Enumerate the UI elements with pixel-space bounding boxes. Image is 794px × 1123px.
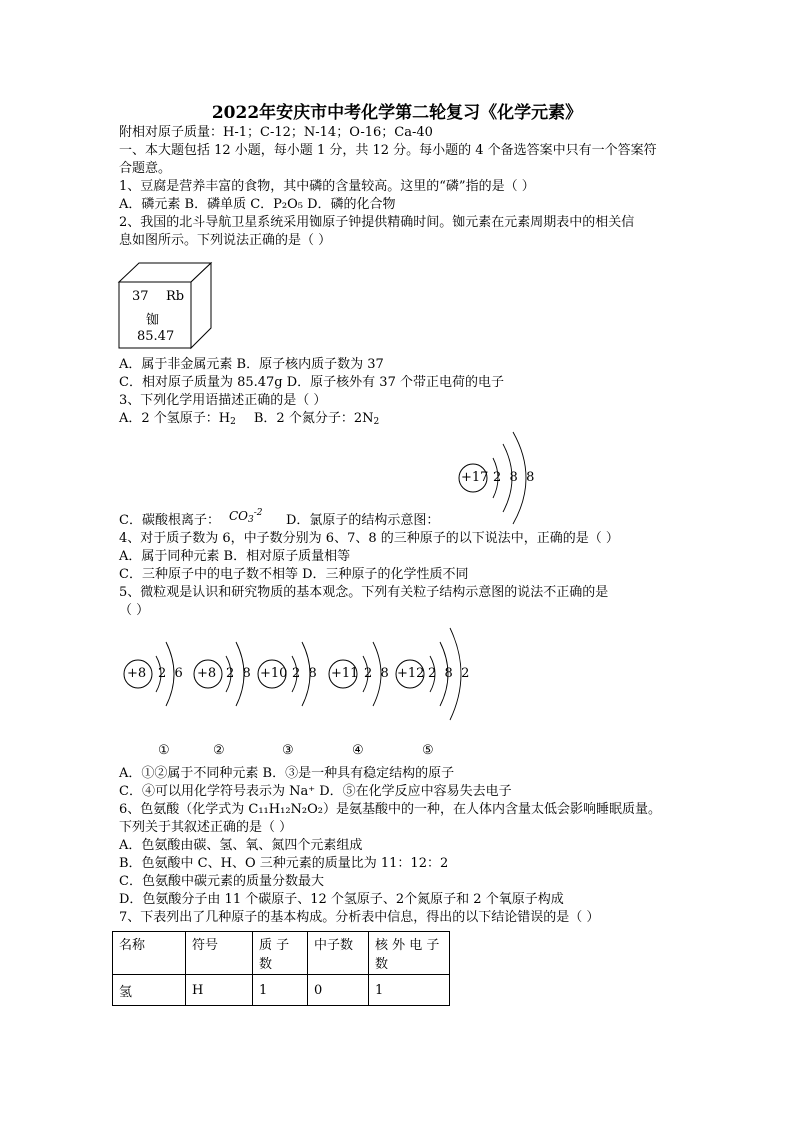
q2-stem: 2、我国的北斗导航卫星系统采用铷原子钟提供精确时间。铷元素在元素周期表中的相关信 [119,215,635,230]
table-header-cell: 质 子数 [253,932,308,975]
page-title: 2022年安庆市中考化学第二轮复习《化学元素》 [211,103,583,123]
rb-atomic-number: 37 [132,289,149,304]
atom-5-label: ⑤ [422,743,434,758]
q2-stem-cont: 息如图所示。下列说法正确的是（ ） [119,233,332,248]
q6-stem-cont: 下列关于其叙述正确的是（ ） [119,820,293,835]
table-header-cell: 核 外 电 子数 [369,932,450,975]
atom-composition-table [112,931,450,1006]
q4-stem: 4、对于质子数为 6，中子数分别为 6、7、8 的三种原子的以下说法中，正确的是（ ） [119,531,619,546]
table-header-cell: 中子数 [308,932,369,975]
atom-5-nucleus: +12 [397,666,425,681]
q2-options-cd: C．相对原子质量为 85.47g D．原子核外有 37 个带正电荷的电子 [119,375,504,390]
carbonate-formula: $CO_3^{-2}$ [229,508,263,525]
q5-options-ab: A．①②属于不同种元素 B．③是一种具有稳定结构的原子 [119,766,455,781]
atom-2-shells: 2 8 [226,666,251,681]
cl-shells: 2 8 8 [493,470,535,485]
header-note: 附相对原子质量：H-1；C-12；N-14；O-16；Ca-40 [119,125,433,140]
table-header-cell: 名称 [113,932,186,975]
atom-3-label: ③ [282,743,294,758]
q1-options: A．磷元素 B．磷单质 C．P₂O₅ D．磷的化合物 [119,197,396,212]
atom-4-shells: 2 8 [364,666,389,681]
table-cell: 1 [253,975,308,1006]
q2-options-ab: A．属于非金属元素 B．原子核内质子数为 37 [119,357,384,372]
atom-3-nucleus: +10 [260,666,288,681]
atom-3-shells: 2 8 [292,666,317,681]
q3-option-d: D．氯原子的结构示意图： [286,513,440,528]
table-cell: 1 [369,975,450,1006]
atom-4-label: ④ [352,743,364,758]
q6-option-c: C．色氨酸中碳元素的质量分数最大 [119,874,324,889]
q5-stem-cont: （ ） [119,603,150,618]
section-intro: 一、本大题包括 12 小题，每小题 1 分，共 12 分。每小题的 4 个备选答案中只有一个答案符 [119,143,657,158]
q4-options-ab: A．属于同种元素 B．相对原子质量相等 [119,549,351,564]
table-cell: H [186,975,253,1006]
q1-stem: 1、豆腐是营养丰富的食物，其中磷的含量较高。这里的“磷”指的是（ ） [119,179,535,194]
q3-option-c: C．碳酸根离子： [119,513,220,528]
q6-option-d: D．色氨酸分子由 11 个碳原子、12 个氢原子、2个氮原子和 2 个氧原子构成 [119,892,564,907]
atom-2-label: ② [213,743,225,758]
q6-option-a: A．色氨酸由碳、氢、氧、氮四个元素组成 [119,838,363,853]
q3-opt-a: A．2 个氢原子：H [119,411,231,426]
atom-5-shells: 2 8 2 [428,666,470,681]
q7-stem: 7、下表列出了几种原子的基本构成。分析表中信息，得出的以下结论错误的是（ ） [119,910,600,925]
q4-options-cd: C．三种原子中的电子数不相等 D．三种原子的化学性质不同 [119,567,469,582]
rb-symbol: Rb [166,289,185,304]
q5-options-cd: C．④可以用化学符号表示为 Na⁺ D．⑤在化学反应中容易失去电子 [119,784,512,799]
atom-2-nucleus: +8 [197,666,217,681]
atom-1-shells: 2 6 [158,666,183,681]
table-header-cell: 符号 [186,932,253,975]
table-cell: 0 [308,975,369,1006]
section-intro-cont: 合题意。 [119,161,172,176]
q5-stem: 5、微粒观是认识和研究物质的基本观念。下列有关粒子结构示意图的说法不正确的是 [119,585,609,600]
atom-1-label: ① [158,743,170,758]
atom-1-nucleus: +8 [127,666,147,681]
rb-mass: 85.47 [137,329,175,344]
table-cell: 氢 [113,975,186,1006]
table-row [113,975,450,1006]
q6-option-b: B．色氨酸中 C、H、O 三种元素的质量比为 11：12：2 [119,856,449,871]
q3-options-ab: A．2 个氢原子：$H_2$ B．2 个氮分子：$2N_2$ [119,411,380,427]
table-header-row [113,932,450,975]
q6-stem: 6、色氨酸（化学式为 C₁₁H₁₂N₂O₂）是氨基酸中的一种，在人体内含量太低会影响睡眠质量。 [119,802,661,817]
cl-nucleus: +17 [461,470,489,485]
atom-4-nucleus: +11 [331,666,359,681]
q3-opt-b: B．2 个氮分子：2N [253,411,374,426]
q3-stem: 3、下列化学用语描述正确的是（ ） [119,393,327,408]
rb-name: 铷 [146,313,160,328]
